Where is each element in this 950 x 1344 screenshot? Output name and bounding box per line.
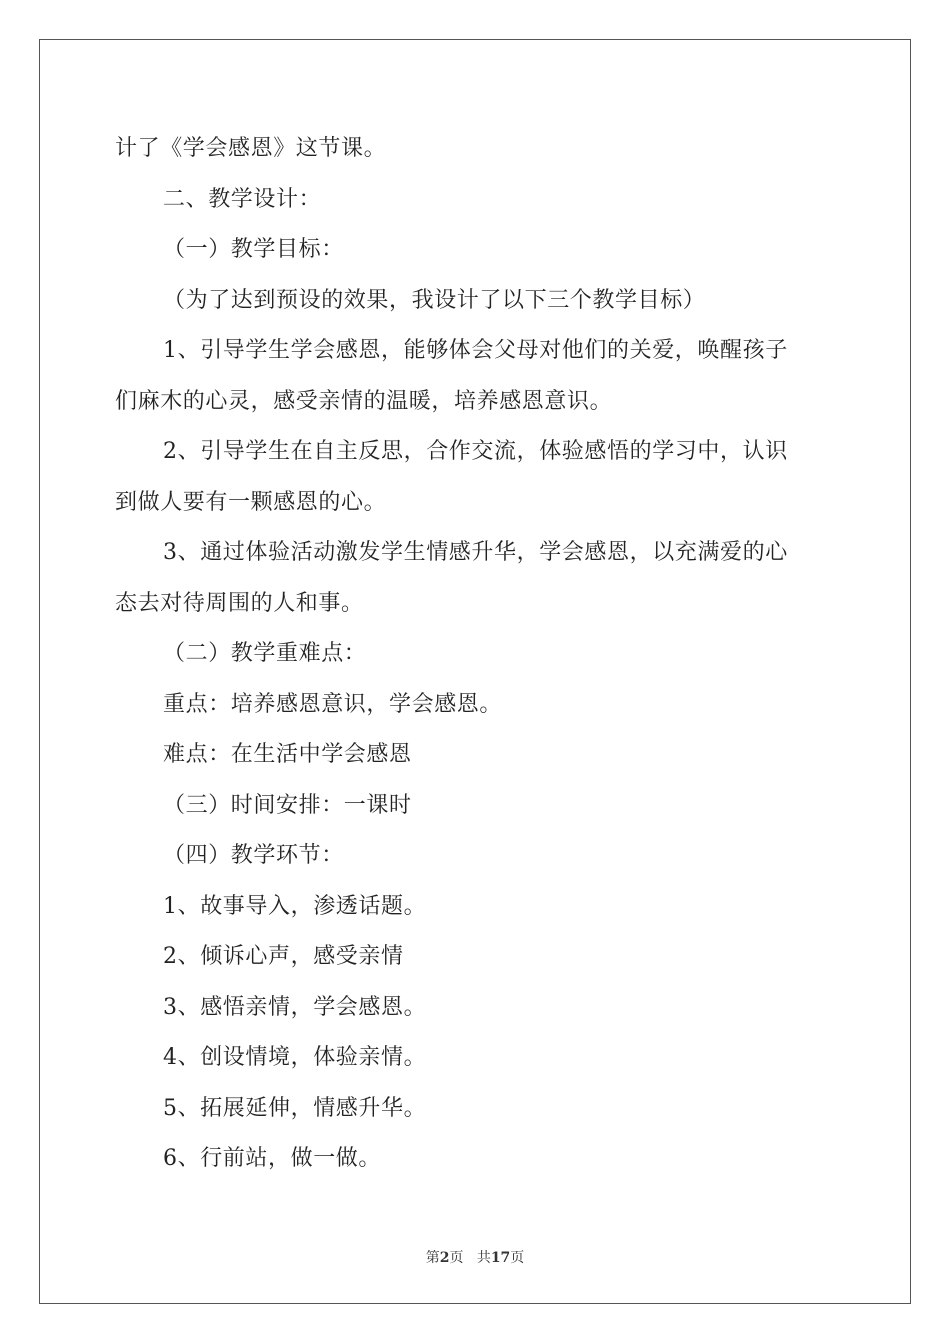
- paragraph-line: 计了《学会感恩》这节课。: [115, 136, 387, 161]
- subheading-steps: （四）教学环节：: [163, 843, 344, 868]
- step-item-4: 4、创设情境，体验亲情。: [163, 1045, 427, 1070]
- page-suffix: 页: [449, 1250, 464, 1266]
- objective-item-2-cont: 到做人要有一颗感恩的心。: [115, 489, 387, 515]
- page-prefix: 第: [425, 1250, 440, 1266]
- step-item-2: 2、倾诉心声，感受亲情: [163, 944, 404, 969]
- total-prefix: 共: [476, 1250, 491, 1266]
- step-item-6: 6、行前站，做一做。: [163, 1146, 381, 1171]
- subheading-key-points: （二）教学重难点：: [163, 641, 367, 666]
- section-heading-design: 二、教学设计：: [163, 186, 322, 212]
- objective-item-2: 2、引导学生在自主反思，合作交流，体验感悟的学习中，认识: [163, 439, 788, 464]
- objective-item-1-cont: 们麻木的心灵，感受亲情的温暖，培养感恩意识。: [115, 388, 613, 414]
- difficult-point: 难点：在生活中学会感恩: [163, 742, 412, 767]
- total-pages: 17: [490, 1250, 511, 1266]
- step-item-5: 5、拓展延伸，情感升华。: [163, 1095, 427, 1121]
- key-point: 重点：培养感恩意识，学会感恩。: [163, 691, 503, 717]
- total-suffix: 页: [510, 1250, 525, 1266]
- subheading-schedule: （三）时间安排：一课时: [163, 792, 412, 818]
- document-body: [115, 124, 840, 1185]
- step-item-3: 3、感悟亲情，学会感恩。: [163, 994, 427, 1020]
- objective-item-3-cont: 态去对待周围的人和事。: [115, 590, 364, 616]
- objective-item-3: 3、通过体验活动激发学生情感升华，学会感恩，以充满爱的心: [163, 540, 788, 565]
- paragraph-line: （为了达到预设的效果，我设计了以下三个教学目标）: [163, 287, 706, 313]
- page-number: 2: [439, 1250, 450, 1266]
- page-footer: [0, 1247, 950, 1267]
- subheading-objectives: （一）教学目标：: [163, 237, 344, 262]
- step-item-1: 1、故事导入，渗透话题。: [163, 893, 427, 919]
- objective-item-1: 1、引导学生学会感恩，能够体会父母对他们的关爱，唤醒孩子: [163, 338, 788, 363]
